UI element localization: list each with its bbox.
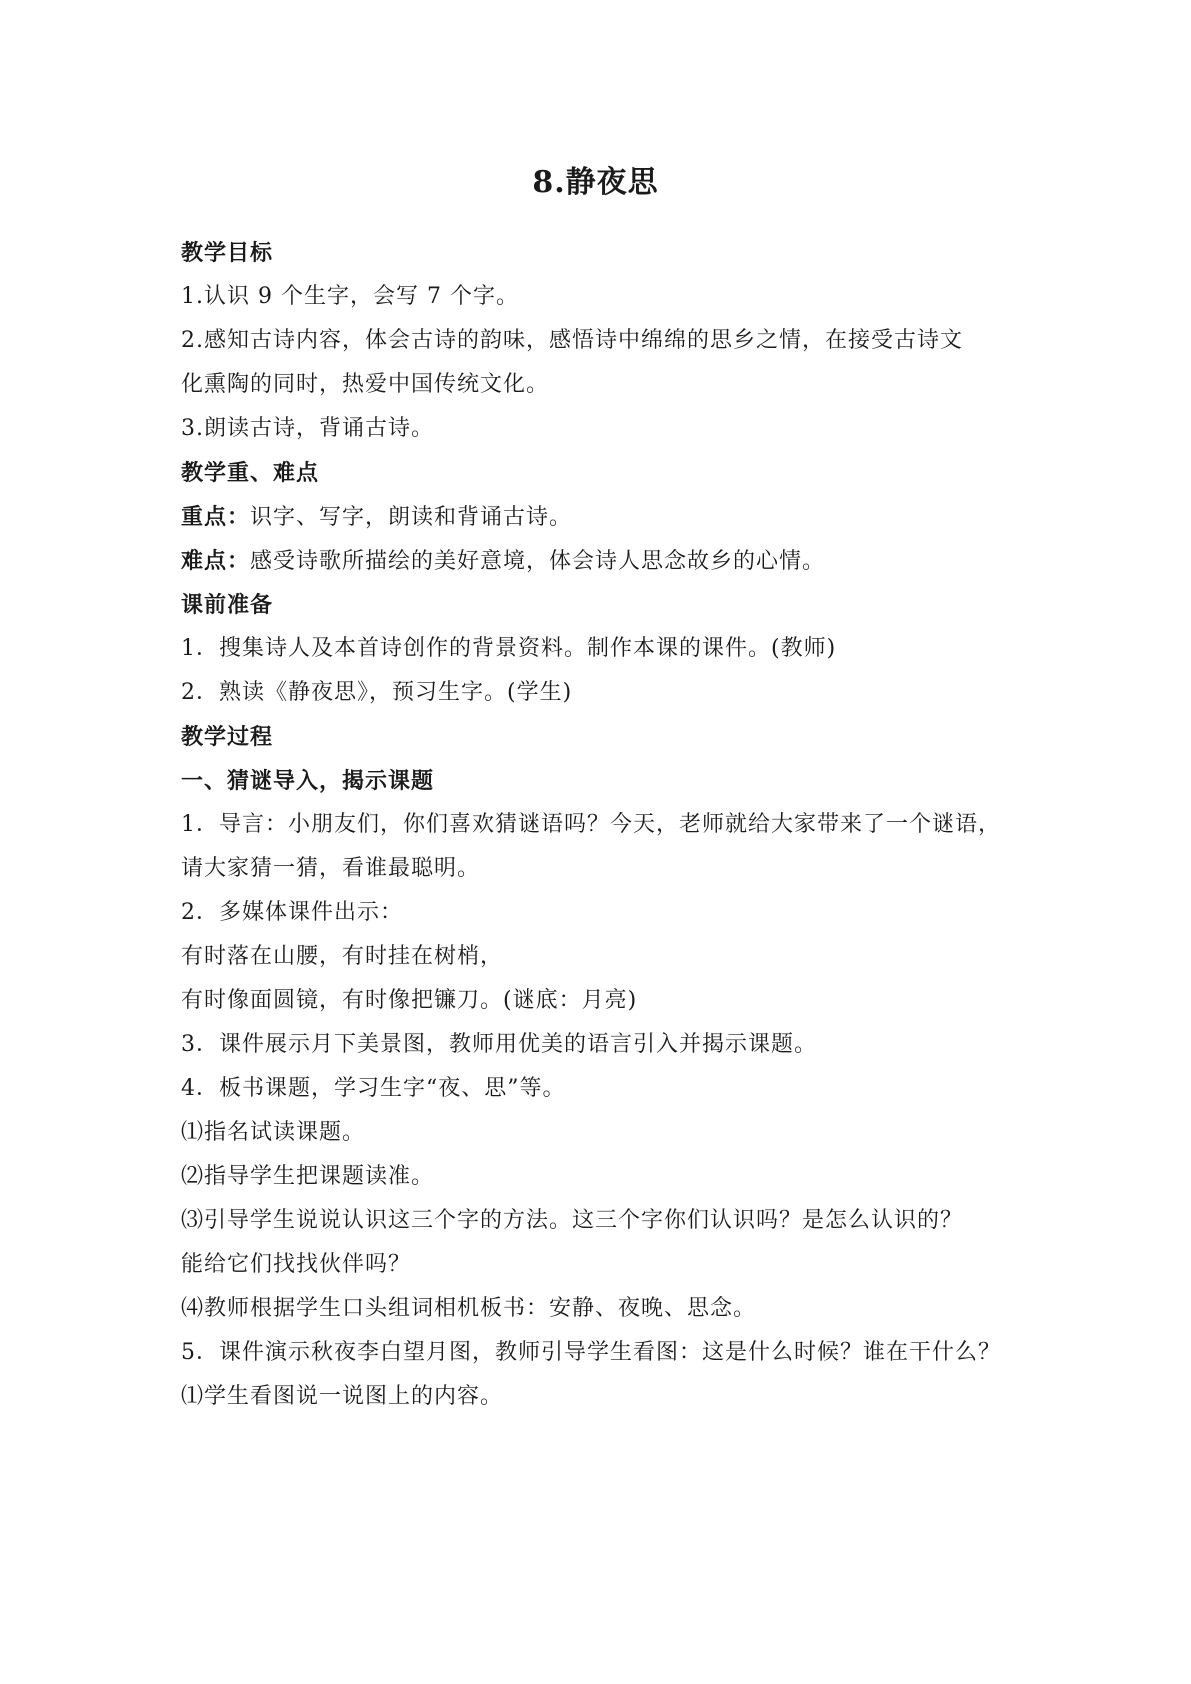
- goal-item-continuation: 化熏陶的同时，热爱中国传统文化。: [181, 372, 550, 397]
- process-subitem: ⑶引导学生说说认识这三个字的方法。这三个字你们认识吗？是怎么认识的？: [181, 1208, 964, 1233]
- process-subitem: ⑷教师根据学生口头组词相机板书：安静、夜晚、思念。: [181, 1296, 757, 1321]
- difficulty-label: 难点：: [181, 548, 251, 574]
- process-subitem-continuation: 能给它们找找伙伴吗？: [181, 1252, 412, 1277]
- document-body: [181, 231, 1031, 1419]
- riddle-line: 有时落在山腰，有时挂在树梢，: [181, 944, 504, 969]
- section-heading-key-points: 教学重、难点: [181, 460, 320, 486]
- difficulty-line: [181, 539, 1031, 583]
- goal-item: 3.朗读古诗，背诵古诗。: [181, 416, 434, 441]
- section-heading-preparation: 课前准备: [181, 592, 274, 618]
- section-heading-process: 教学过程: [181, 724, 274, 750]
- page-title: 8.静夜思: [532, 165, 659, 200]
- process-line: 4．板书课题，学习生字“夜、思”等。: [181, 1076, 566, 1101]
- process-subitem: ⑵指导学生把课题读准。: [181, 1164, 435, 1189]
- process-subitem: ⑴指名试读课题。: [181, 1120, 366, 1145]
- focus-line: [181, 495, 1031, 539]
- process-subheading: 一、猜谜导入，揭示课题: [181, 768, 435, 794]
- process-line: 3．课件展示月下美景图，教师用优美的语言引入并揭示课题。: [181, 1032, 817, 1057]
- riddle-line: 有时像面圆镜，有时像把镰刀。(谜底：月亮): [181, 988, 638, 1013]
- preparation-item: 2．熟读《静夜思》，预习生字。(学生): [181, 680, 573, 705]
- goal-item: 1.认识 9 个生字，会写 7 个字。: [181, 284, 519, 309]
- process-line: 请大家猜一猜，看谁最聪明。: [181, 856, 481, 881]
- process-line: 2．多媒体课件出示：: [181, 900, 403, 925]
- preparation-item: 1．搜集诗人及本首诗创作的背景资料。制作本课的课件。(教师): [181, 636, 837, 661]
- process-line: 1．导言：小朋友们，你们喜欢猜谜语吗？今天，老师就给大家带来了一个谜语，: [181, 812, 1001, 837]
- difficulty-text: 感受诗歌所描绘的美好意境，体会诗人思念故乡的心情。: [250, 549, 826, 574]
- section-heading-goals: 教学目标: [181, 240, 274, 266]
- goal-item: 2.感知古诗内容，体会古诗的韵味，感悟诗中绵绵的思乡之情，在接受古诗文: [181, 328, 963, 353]
- focus-text: 识字、写字，朗读和背诵古诗。: [250, 505, 573, 530]
- process-subitem: ⑴学生看图说一说图上的内容。: [181, 1384, 504, 1409]
- process-line: 5．课件演示秋夜李白望月图，教师引导学生看图：这是什么时候？谁在干什么？: [181, 1340, 1001, 1365]
- focus-label: 重点：: [181, 504, 251, 530]
